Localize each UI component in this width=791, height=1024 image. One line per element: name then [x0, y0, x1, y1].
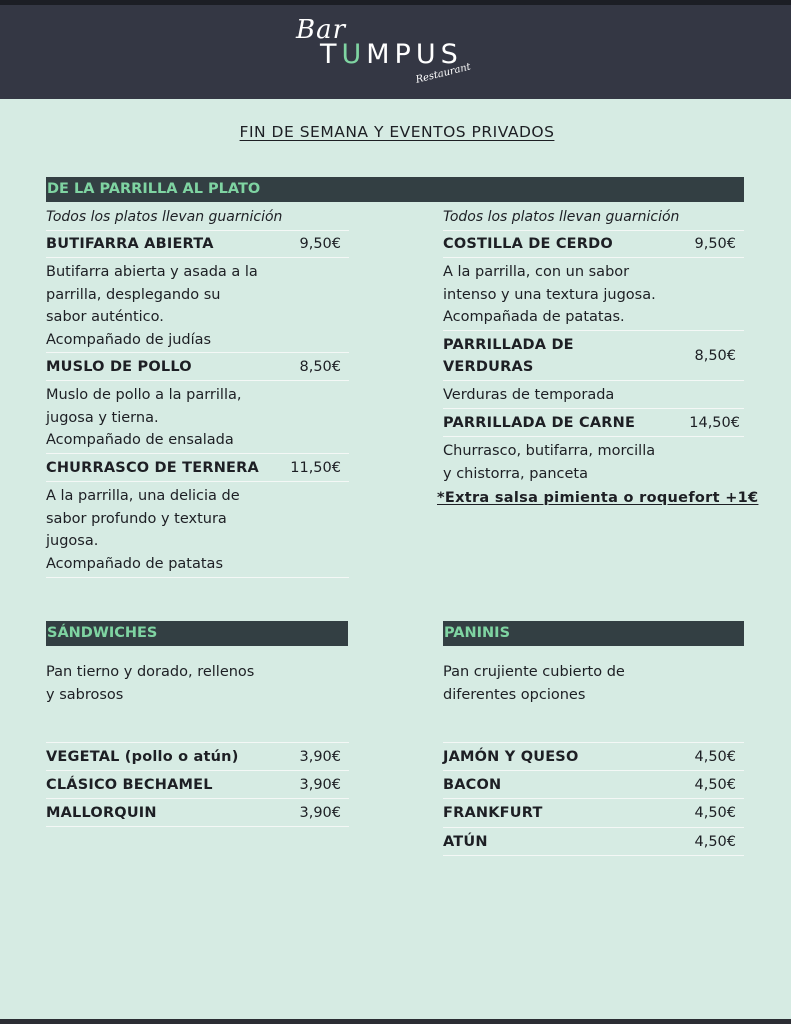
item-description	[46, 258, 349, 353]
item-price: 4,50€	[694, 776, 736, 793]
section-title-sandwiches: SÁNDWICHES	[47, 625, 158, 641]
garnish-note: Todos los platos llevan guarnición	[46, 206, 349, 231]
desc-line: Acompañada de patatas.	[443, 309, 625, 325]
extra-sauce-note: *Extra salsa pimienta o roquefort +1€	[437, 490, 759, 506]
item-name: MALLORQUIN	[46, 804, 157, 821]
item-price: 3,90€	[299, 804, 341, 821]
section-header-sandwiches	[46, 621, 348, 646]
desc-line: sabor profundo y textura	[46, 510, 227, 527]
logo-tempus-t: T	[320, 39, 342, 70]
item-name	[443, 334, 574, 378]
item-price: 4,50€	[694, 805, 736, 821]
item-name: VEGETAL (pollo o atún)	[46, 748, 239, 765]
paninis-list	[443, 742, 744, 856]
desc-line: intenso y una textura jugosa.	[443, 286, 656, 303]
menu-item-row	[443, 828, 744, 856]
intro-line: Pan crujiente cubierto de	[443, 664, 625, 680]
menu-item-row	[46, 231, 349, 258]
desc-line: jugosa y tierna.	[46, 409, 159, 426]
item-description	[443, 258, 744, 331]
section-title-paninis: PANINIS	[444, 625, 511, 641]
item-price: 14,50€	[689, 414, 740, 431]
parrilla-left-column	[46, 206, 349, 578]
desc-line: parrilla, desplegando su	[46, 286, 221, 303]
logo-tempus-text	[320, 39, 463, 70]
item-description	[46, 381, 349, 454]
item-name: CHURRASCO DE TERNERA	[46, 459, 259, 476]
item-description	[443, 381, 744, 409]
desc-line: Verduras de temporada	[443, 387, 615, 403]
item-price: 4,50€	[694, 748, 736, 765]
header-banner	[0, 0, 791, 99]
item-name: MUSLO DE POLLO	[46, 358, 192, 375]
menu-item-row	[46, 799, 349, 827]
desc-line: Acompañado de judías	[46, 331, 212, 348]
item-name: COSTILLA DE CERDO	[443, 236, 613, 252]
item-name: BACON	[443, 776, 502, 793]
intro-line: diferentes opciones	[443, 686, 586, 703]
item-price: 3,90€	[299, 748, 341, 765]
logo-tempus-accent: U	[341, 39, 367, 70]
logo-restaurant-text: Restaurant	[414, 61, 472, 86]
desc-line: Acompañado de patatas	[46, 555, 224, 572]
bar-tempus-logo	[292, 11, 492, 101]
desc-line: sabor auténtico.	[46, 309, 164, 325]
section-header-paninis	[443, 621, 744, 646]
desc-line: A la parrilla, con un sabor	[443, 264, 630, 280]
item-name: PARRILLADA DE CARNE	[443, 414, 636, 431]
sandwiches-intro	[46, 661, 346, 706]
item-price: 8,50€	[299, 358, 341, 375]
menu-item-row	[443, 799, 744, 828]
item-price: 8,50€	[694, 347, 736, 364]
logo-tempus-rest: MPUS	[366, 39, 463, 70]
parrilla-right-column	[443, 206, 744, 487]
menu-item-row	[443, 743, 744, 771]
garnish-note: Todos los platos llevan guarnición	[443, 206, 744, 231]
menu-item-row	[46, 743, 349, 771]
paninis-intro	[443, 661, 743, 706]
menu-item-row	[443, 231, 744, 258]
menu-item-row	[443, 771, 744, 799]
menu-item-row	[443, 331, 744, 381]
desc-line: Butifarra abierta y asada a la	[46, 264, 258, 280]
page-title: FIN DE SEMANA Y EVENTOS PRIVADOS	[239, 123, 555, 141]
menu-item-row	[443, 409, 744, 437]
item-price: 9,50€	[299, 236, 341, 252]
sandwiches-list	[46, 742, 349, 827]
desc-line: jugosa.	[46, 533, 99, 549]
item-name: CLÁSICO BECHAMEL	[46, 776, 213, 793]
desc-line: Muslo de pollo a la parrilla,	[46, 387, 242, 403]
logo-bar-text: Bar	[296, 15, 347, 45]
item-name-line: PARRILLADA DE	[443, 336, 574, 353]
section-title-parrilla: DE LA PARRILLA AL PLATO	[47, 181, 261, 197]
desc-line: Churrasco, butifarra, morcilla	[443, 443, 656, 459]
menu-item-row	[46, 771, 349, 799]
intro-line: Pan tierno y dorado, rellenos	[46, 664, 255, 680]
item-price: 11,50€	[290, 459, 341, 476]
desc-line: y chistorra, panceta	[443, 465, 589, 482]
item-description	[443, 437, 744, 487]
section-header-parrilla	[46, 177, 744, 202]
bottom-border	[0, 1019, 791, 1024]
item-price: 4,50€	[694, 833, 736, 850]
item-name: ATÚN	[443, 833, 488, 850]
item-price: 3,90€	[299, 776, 341, 793]
menu-item-row	[46, 454, 349, 482]
item-name: FRANKFURT	[443, 805, 543, 821]
intro-line: y sabrosos	[46, 686, 124, 703]
item-name: BUTIFARRA ABIERTA	[46, 236, 214, 252]
item-price: 9,50€	[694, 236, 736, 252]
item-name: JAMÓN Y QUESO	[443, 748, 579, 765]
item-name-line: VERDURAS	[443, 358, 534, 375]
desc-line: A la parrilla, una delicia de	[46, 488, 240, 504]
desc-line: Acompañado de ensalada	[46, 432, 234, 448]
item-description	[46, 482, 349, 578]
menu-item-row	[46, 353, 349, 381]
